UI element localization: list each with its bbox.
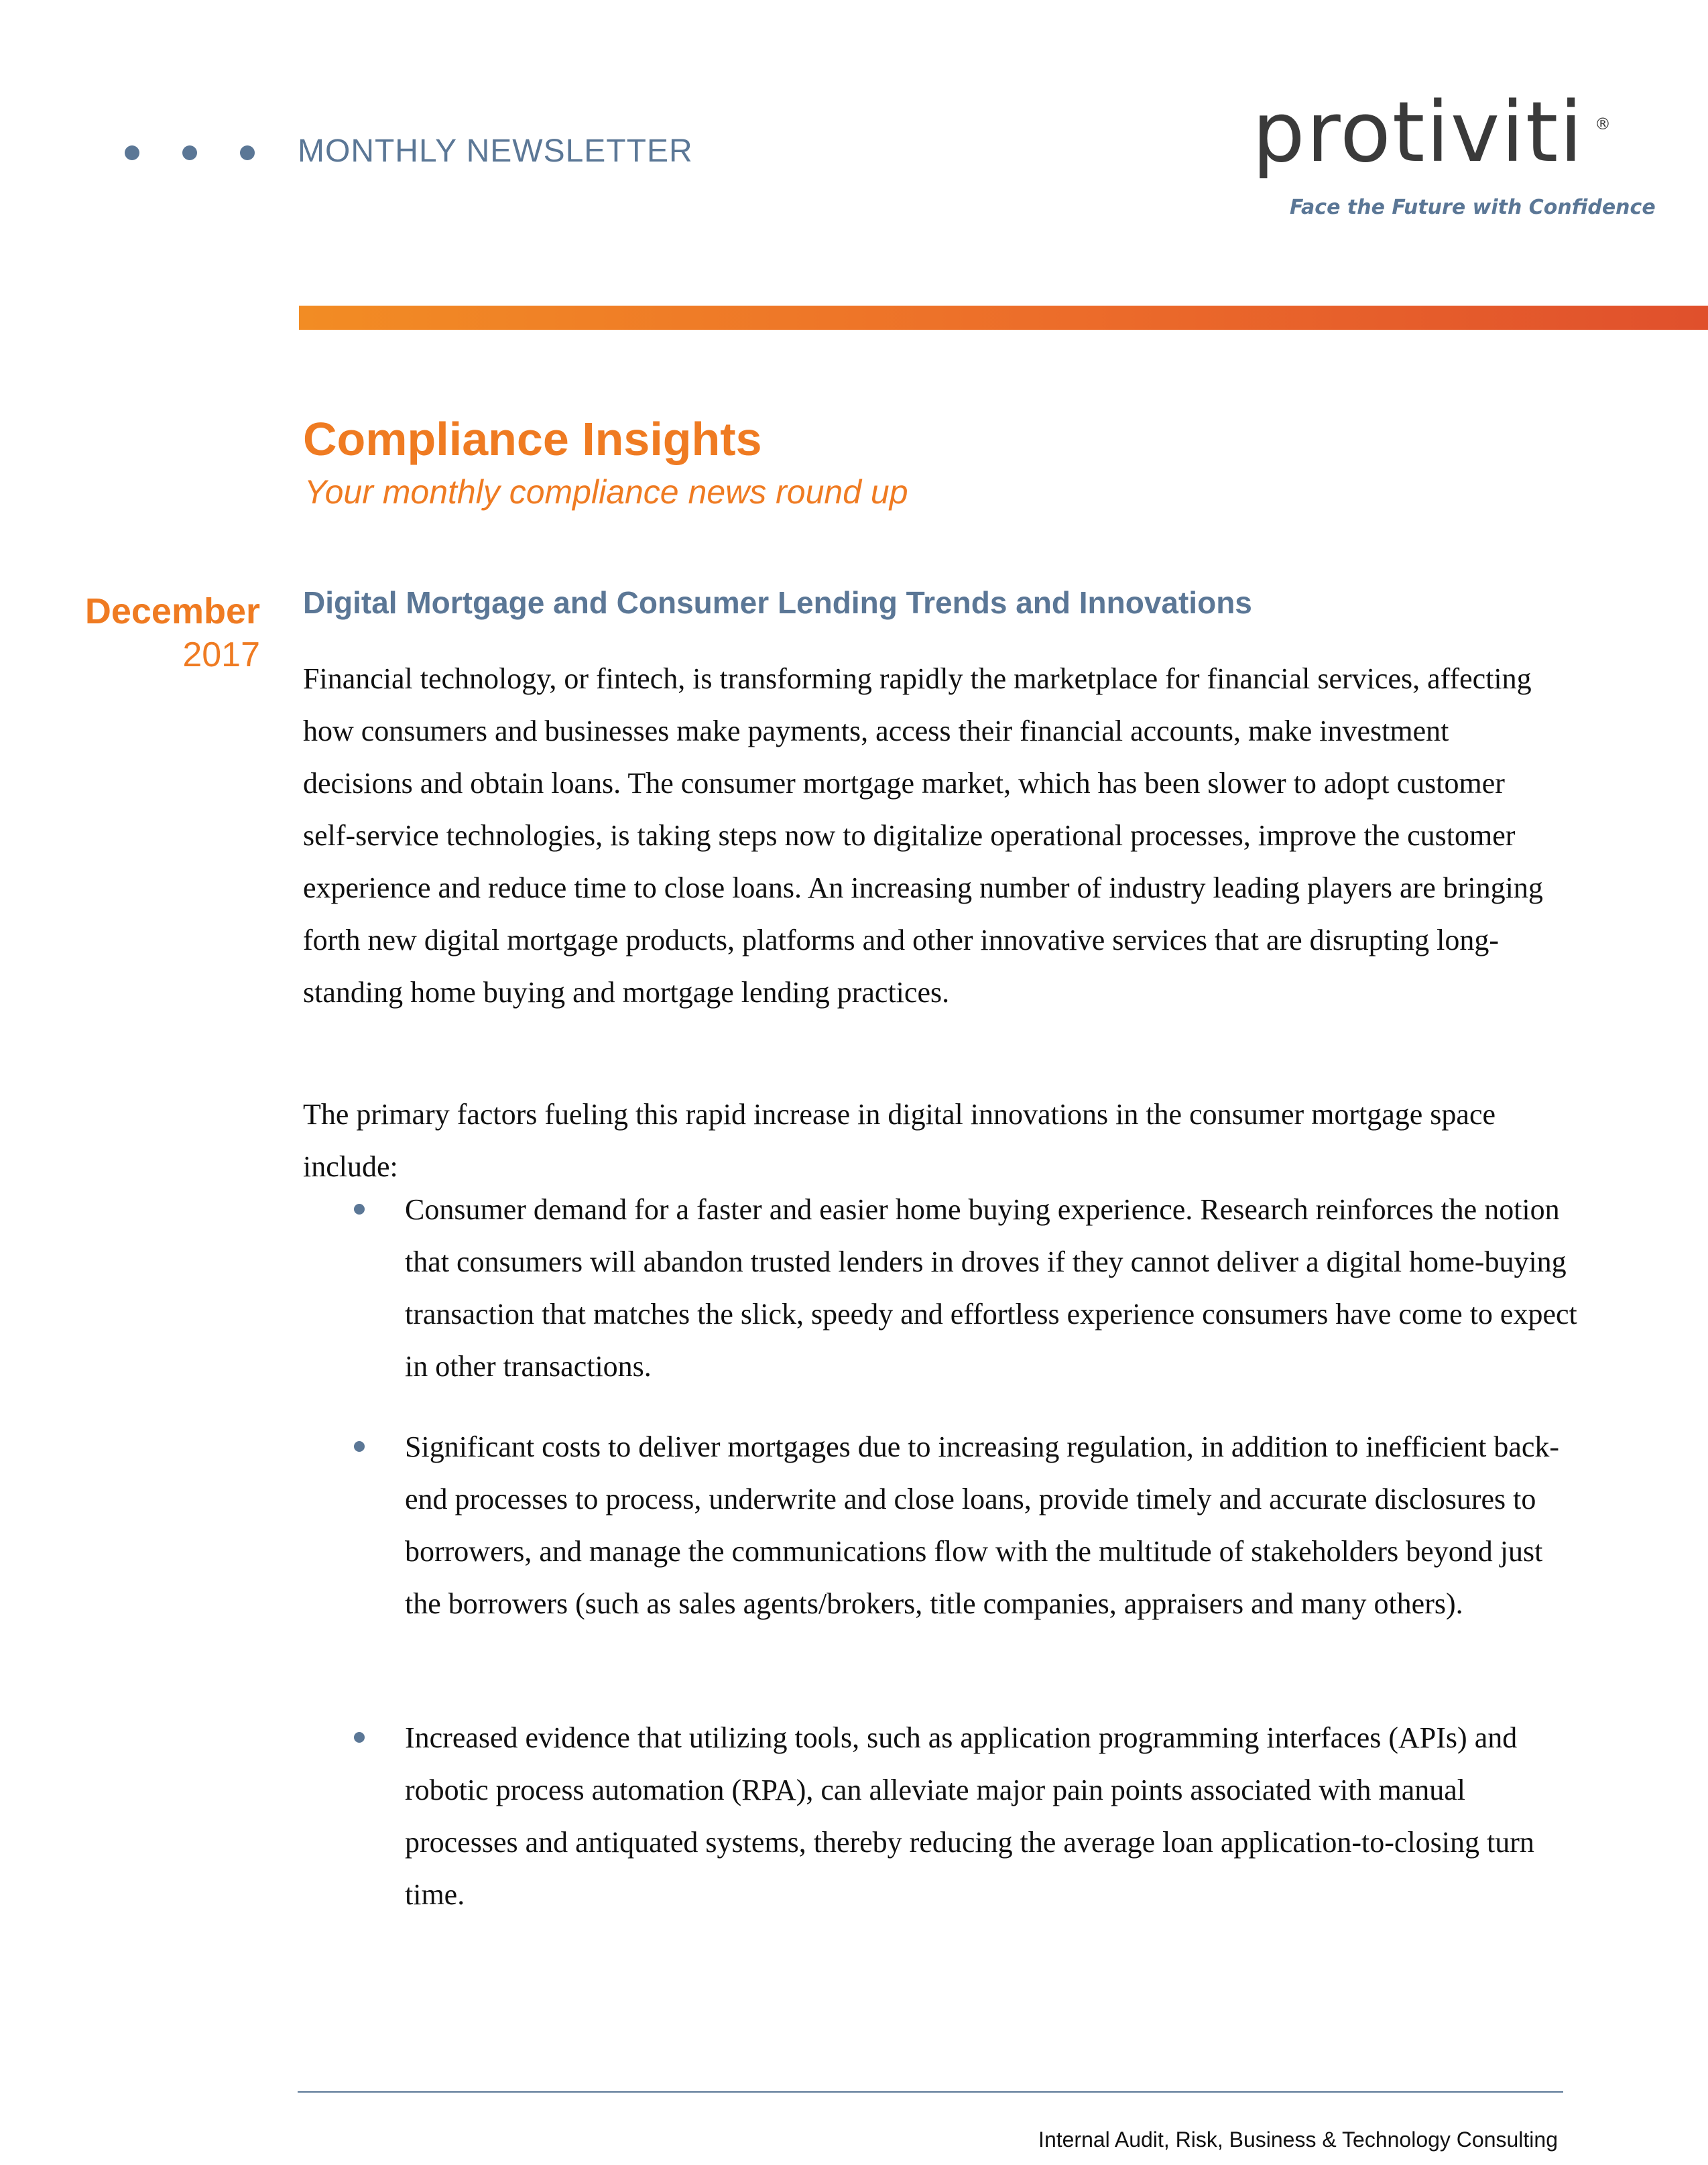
newsletter-label: MONTHLY NEWSLETTER <box>298 133 693 169</box>
dot-icon <box>240 145 255 160</box>
article-paragraph: Financial technology, or fintech, is transforming rapidly the marketplace for financial services, affecting how consumers and businesses make payments, access their financial accounts, make investment decisions and obtain loans. The consumer mortgage market, which has been slower to adopt customer self-service technologies, is taking steps now to digitalize operational processes, improve the customer experience and reduce time to close loans. An increasing number of industry leading players are bringing forth new digital mortgage products, platforms and other innovative services that are disrupting long-standing home buying and mortgage lending practices. <box>303 662 1543 1009</box>
list-item <box>303 1421 1577 1630</box>
page-title: Compliance Insights <box>303 413 762 465</box>
factor-list <box>303 1421 1577 1630</box>
page-subtitle: Your monthly compliance news round up <box>304 473 908 511</box>
list-item-text: Increased evidence that utilizing tools, such as application programming interfaces (APIs) and robotic process automation (RPA), can alleviate major pain points associated with manual processes and antiquated systems, thereby reducing the average loan application-to-closing turn time. <box>405 1721 1534 1911</box>
footer-divider <box>298 2091 1563 2093</box>
list-item-text: Significant costs to deliver mortgages due to increasing regulation, in addition to inefficient back-end processes to process, underwrite and close loans, provide timely and accurate disclosures to borrowers, and manage the communications flow with the multitude of stakeholders beyond just the borrowers (such as sales agents/brokers, title companies, appraisers and many others). <box>405 1430 1560 1620</box>
issue-month: December <box>84 591 260 631</box>
list-item <box>303 1184 1577 1393</box>
issue-year: 2017 <box>182 635 260 674</box>
dot-icon <box>182 145 197 160</box>
list-item <box>303 1712 1577 1921</box>
factor-list <box>303 1712 1577 1921</box>
logo-tagline: Face the Future with Confidence <box>1290 196 1656 219</box>
protiviti-logo: protiviti <box>1252 84 1584 181</box>
bullet-icon <box>354 1732 365 1743</box>
dot-icon <box>125 145 139 160</box>
registered-mark-icon: ® <box>1595 115 1611 133</box>
bullet-icon <box>354 1441 365 1452</box>
factor-list <box>303 1184 1577 1393</box>
footer-text: Internal Audit, Risk, Business & Technology Consulting <box>1038 2127 1558 2152</box>
bullet-icon <box>354 1204 365 1215</box>
article-paragraph: The primary factors fueling this rapid increase in digital innovations in the consumer mortgage space include: <box>303 1098 1496 1183</box>
article-heading: Digital Mortgage and Consumer Lending Trends and Innovations <box>303 585 1252 620</box>
decorative-dots <box>125 139 255 166</box>
header-accent-bar <box>299 306 1708 330</box>
list-item-text: Consumer demand for a faster and easier home buying experience. Research reinforces the notion that consumers will abandon trusted lenders in droves if they cannot deliver a digital home-buying transaction that matches the slick, speedy and effortless experience consumers have come to expect in other transactions. <box>405 1193 1577 1383</box>
